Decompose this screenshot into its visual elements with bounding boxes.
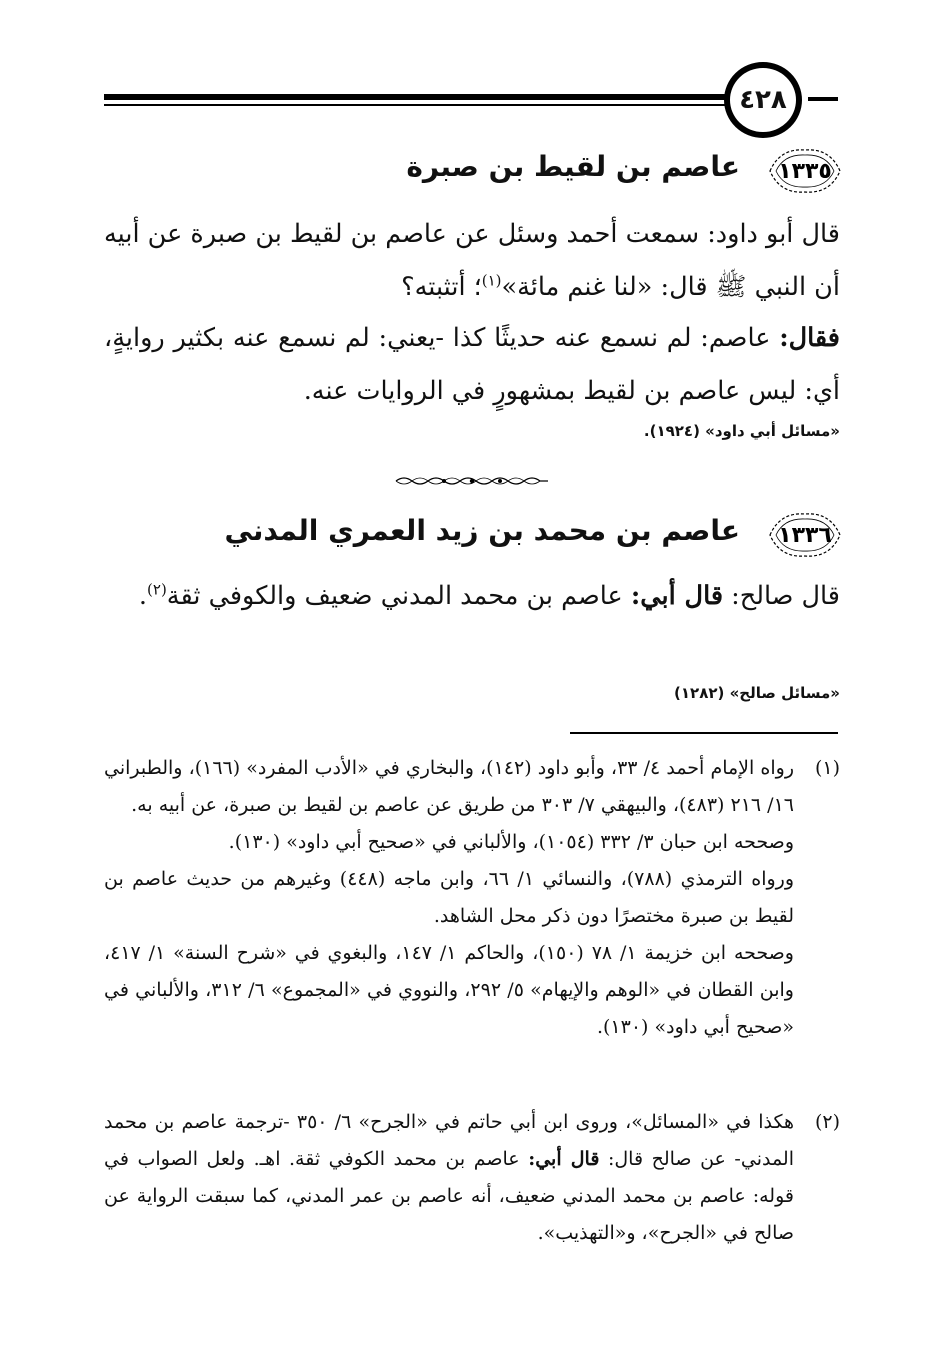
entry-paragraph: [104, 312, 840, 418]
entry-heading: [104, 508, 844, 564]
footnote-ref[interactable]: (١): [481, 271, 502, 290]
footnote-text: عاصم بن محمد الكوفي ثقة. اهـ. ولعل الصواب في قوله: عاصم بن محمد المدني ضعيف، أنه عاصم بن عمر المدني، كما سبقت الرواية عن صالح في «الجرح»، و«التهذيب».: [104, 1148, 794, 1244]
footnote: [104, 1104, 840, 1252]
entry-paragraph: [104, 208, 840, 314]
source-citation: «مسائل أبي داود» (١٩٢٤).: [643, 422, 840, 440]
entry-number: ١٣٣٥: [778, 158, 832, 184]
header-rule-thin: [104, 104, 734, 106]
paragraph-text: .: [138, 581, 148, 611]
paragraph-lead: فقال:: [779, 323, 840, 353]
entry-number: ١٣٣٦: [778, 522, 832, 548]
footnote: [104, 750, 840, 1046]
paragraph-text: قال أبو داود: سمعت أحمد وسئل عن عاصم بن لقيط بن صبرة عن أبيه أن النبي ﷺ قال: «لنا غنم مائة»: [104, 219, 840, 302]
entry-paragraph: [104, 572, 840, 620]
paragraph-text: قال صالح:: [731, 581, 840, 611]
entry-heading: [104, 144, 844, 200]
paragraph-text: عاصم: لم نسمع عنه حديثًا كذا -يعني: لم نسمع عنه بكثير روايةٍ، أي: ليس عاصم بن لقيط بمشهورٍ في الروايات عنه.: [104, 323, 840, 406]
paragraph-bold: قال أبي:: [630, 581, 724, 611]
footnote-marker: (١): [814, 757, 840, 779]
footnote-separator: [570, 732, 838, 734]
footnote-text: هكذا في «المسائل»، وروى ابن أبي حاتم في «الجرح» ٦/ ٣٥٠ -ترجمة عاصم بن محمد المدني- عن صالح قال:: [104, 1111, 795, 1170]
ornament-divider-icon: [394, 474, 550, 488]
footnote-marker: (٢): [814, 1111, 840, 1133]
header-rule-thick: [104, 94, 734, 100]
paragraph-text: عاصم بن محمد المدني ضعيف والكوفي ثقة: [166, 581, 623, 611]
footnote-line: رواه الإمام أحمد ٤/ ٣٣، وأبو داود (١٤٢)، والبخاري في «الأدب المفرد» (١٦٦)، والطبراني ١٦/ ٢١٦ (٤٨٣)، والبيهقي ٧/ ٣٠٣ من طريق عن عاصم بن لقيط بن صبرة، عن أبيه به.: [104, 757, 794, 816]
header-rule-tail: [808, 97, 838, 101]
footnote-bold: قال أبي:: [528, 1148, 600, 1170]
entry-title: عاصم بن لقيط بن صبرة: [406, 150, 740, 183]
entry-title: عاصم بن محمد بن زيد العمري المدني: [224, 514, 740, 547]
footnote-ref[interactable]: (٢): [147, 580, 167, 599]
page-number: ٤٢٨: [724, 62, 802, 138]
footnote-line: ورواه الترمذي (٧٨٨)، والنسائي ١/ ٦٦، وابن ماجه (٤٤٨) وغيرهم من حديث عاصم بن لقيط بن صبرة مختصرًا دون ذكر محل الشاهد.: [104, 868, 794, 927]
footnote-line: وصححه ابن خزيمة ١/ ٧٨ (١٥٠)، والحاكم ١/ ١٤٧، والبغوي في «شرح السنة» ١/ ٤١٧، وابن القطان في «الوهم والإيهام» ٥/ ٢٩٢، والنووي في «المجموع» ٦/ ٣١٢، والألباني في «صحيح أبي داود» (١٣٠).: [104, 942, 794, 1038]
entry-number-badge: [766, 508, 844, 562]
footnote-line: وصححه ابن حبان ٣/ ٣٣٢ (١٠٥٤)، والألباني في «صحيح أبي داود» (١٣٠).: [228, 831, 794, 853]
entry-number-badge: [766, 144, 844, 198]
paragraph-text: ؛ أتثبته؟: [401, 272, 482, 302]
source-citation: «مسائل صالح» (١٢٨٢): [674, 684, 840, 702]
